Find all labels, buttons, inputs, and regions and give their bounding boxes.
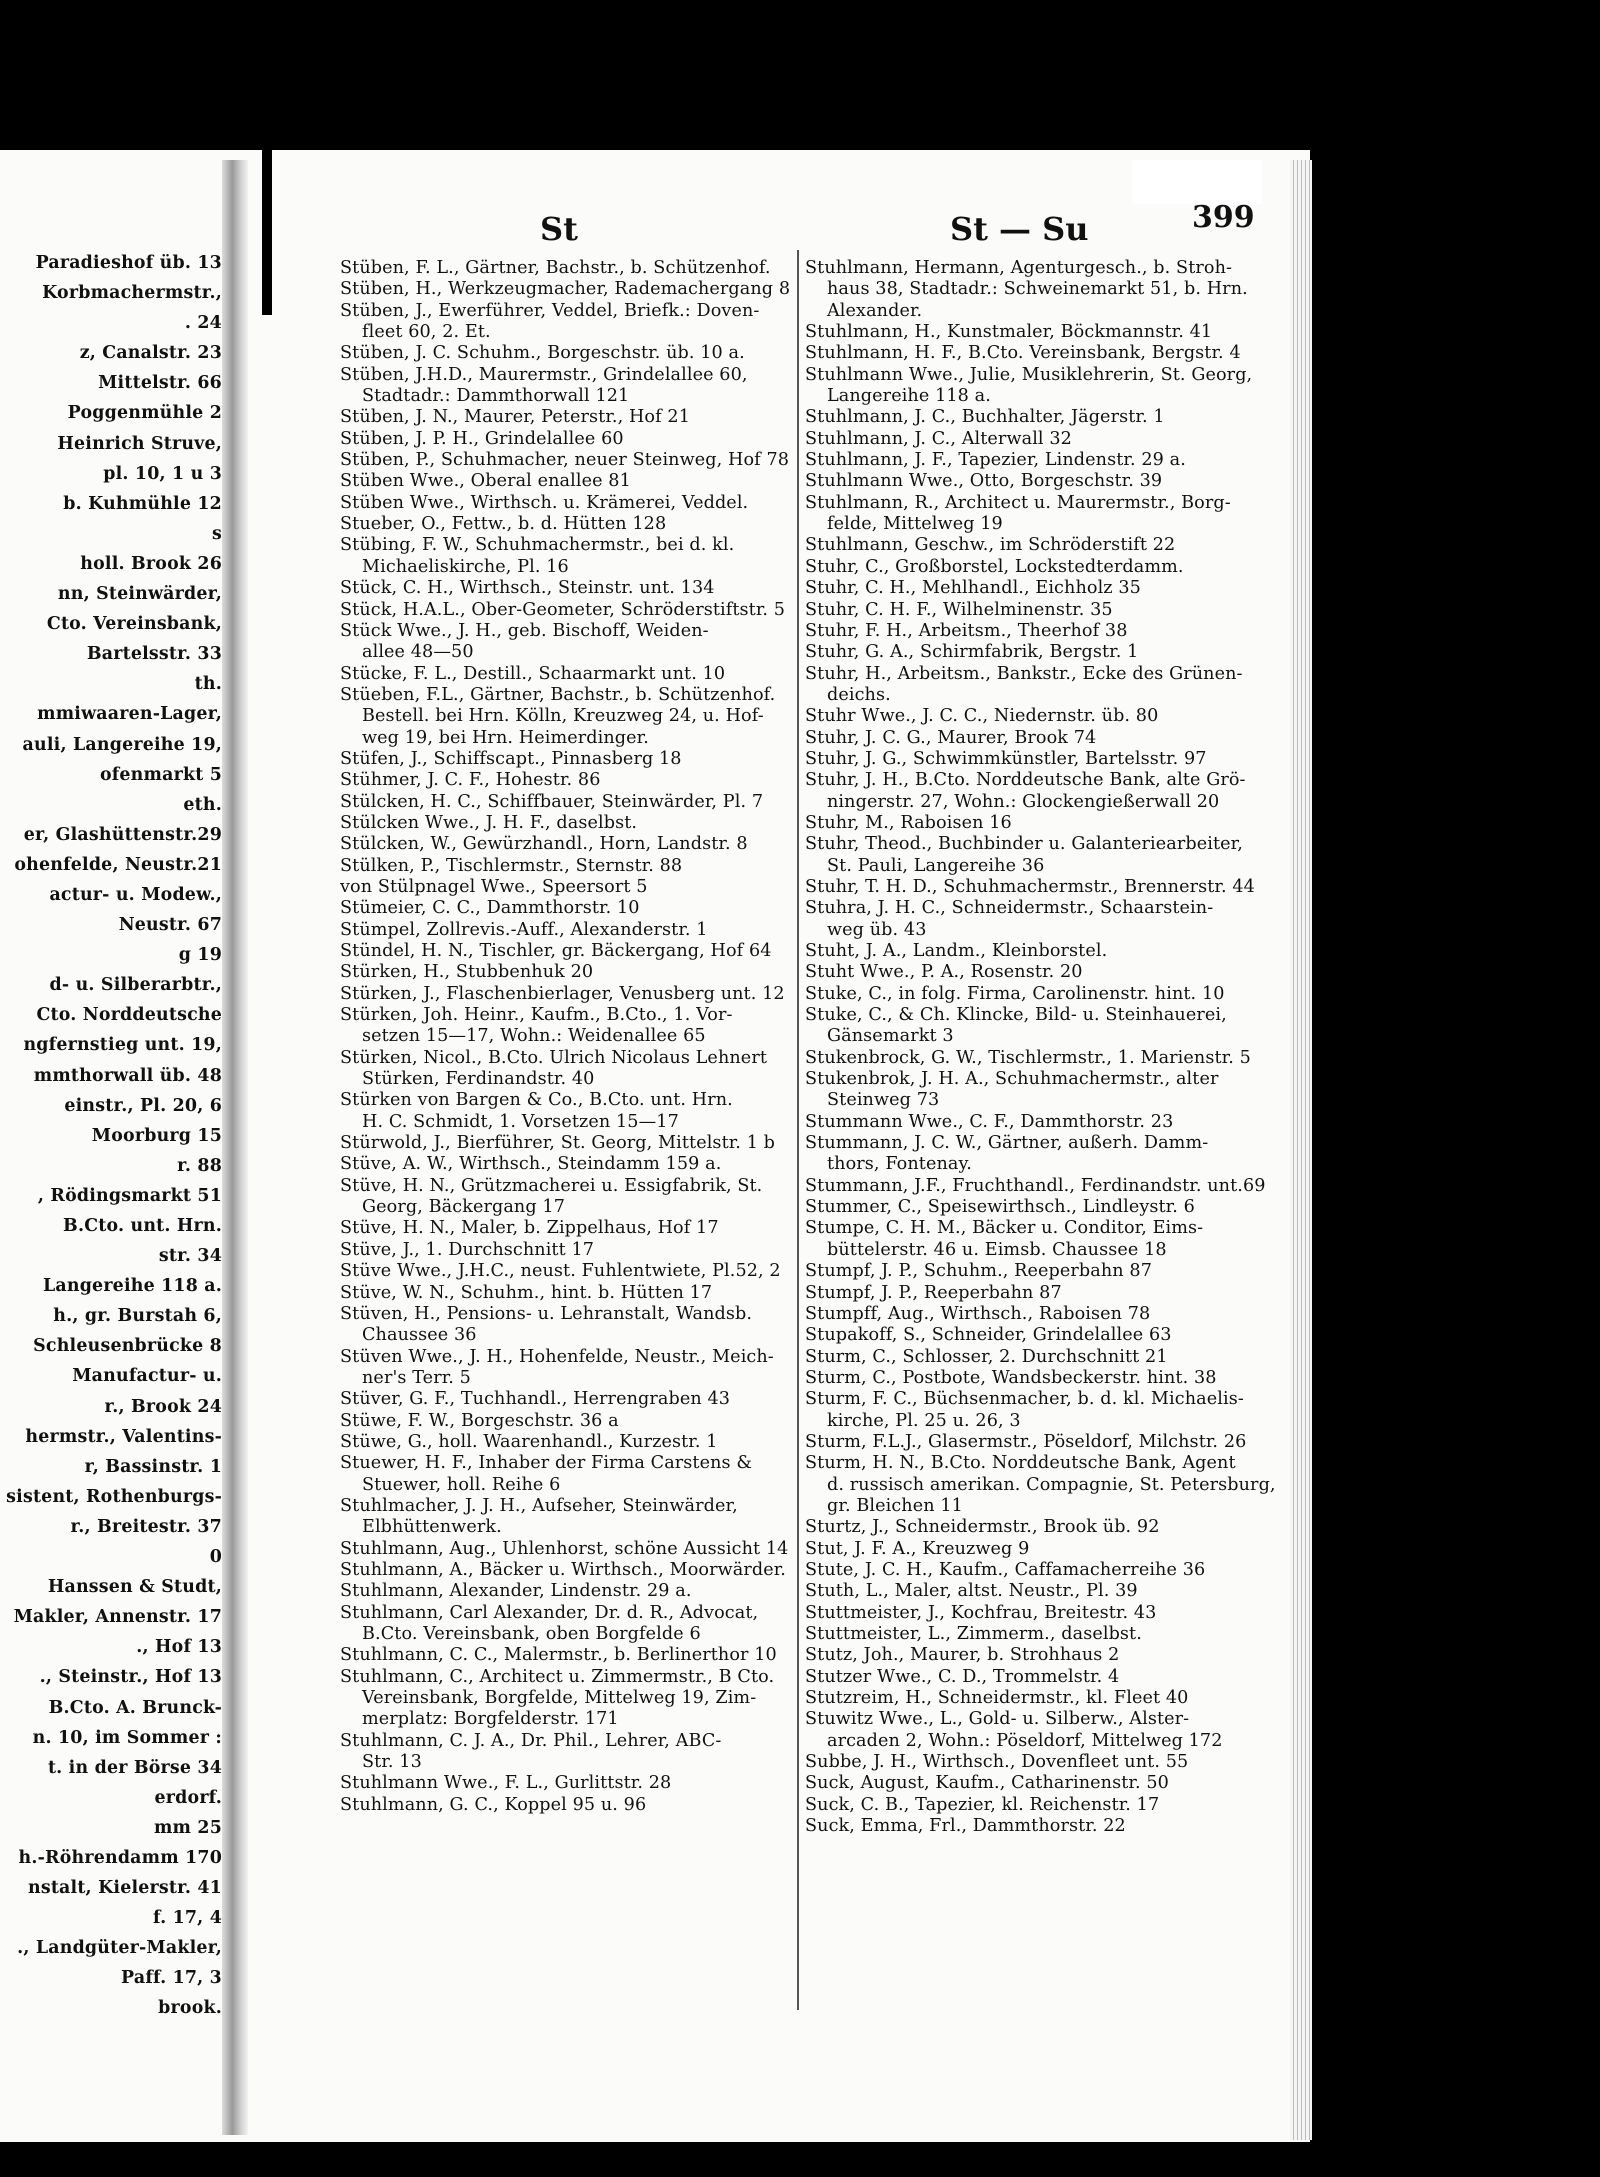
directory-entry-line: Stuhr, J. H., B.Cto. Norddeutsche Bank, alte Grö- <box>805 770 1246 791</box>
left-page-line: er, Glashüttenstr.29 <box>23 824 222 845</box>
left-page-line: mmthorwall üb. 48 <box>33 1065 222 1086</box>
directory-entry-line: Suck, C. B., Tapezier, kl. Reichenstr. 17 <box>805 1794 1160 1815</box>
left-page-line: einstr., Pl. 20, 6 <box>64 1095 222 1116</box>
directory-entry-line: Stüfen, J., Schiffscapt., Pinnasberg 18 <box>340 748 682 769</box>
directory-entry-line: Stuhlmann, C. J. A., Dr. Phil., Lehrer, ABC- <box>340 1730 722 1751</box>
directory-entry-line: Stumpe, C. H. M., Bäcker u. Conditor, Eims- <box>805 1218 1204 1239</box>
left-page-line: mmiwaaren-Lager, <box>37 704 222 725</box>
left-page-line: actur- u. Modew., <box>49 884 222 905</box>
directory-entry-line: Stübing, F. W., Schuhmachermstr., bei d. kl. <box>340 535 735 556</box>
directory-entry-line: Stuttmeister, J., Kochfrau, Breitestr. 43 <box>805 1602 1157 1623</box>
left-page-line: brook. <box>158 1998 222 2019</box>
left-page-line: mm 25 <box>153 1817 222 1838</box>
directory-entry-line: Stuhlmann, J. F., Tapezier, Lindenstr. 29 a. <box>805 450 1186 471</box>
directory-entry-line: Stumpf, J. P., Schuhm., Reeperbahn 87 <box>805 1261 1152 1282</box>
directory-entry-line: allee 48—50 <box>362 642 474 663</box>
directory-entry-line: ningerstr. 27, Wohn.: Glockengießerwall 20 <box>827 791 1220 812</box>
left-page-line: str. 34 <box>158 1246 222 1267</box>
left-page-line: z, Canalstr. 23 <box>79 343 222 364</box>
directory-entry-line: Stüve, A. W., Wirthsch., Steindamm 159 a. <box>340 1154 722 1175</box>
directory-entry-line: weg 19, bei Hrn. Heimerdinger. <box>362 727 649 748</box>
left-page-line: Moorburg 15 <box>91 1125 222 1146</box>
left-page-line: hermstr., Valentins- <box>25 1426 222 1447</box>
directory-entry-line: haus 38, Stadtadr.: Schweinemarkt 51, b. Hrn. <box>827 279 1248 300</box>
directory-entry-line: Stueber, O., Fettw., b. d. Hütten 128 <box>340 514 667 535</box>
directory-entry-line: Stülcken Wwe., J. H. F., daselbst. <box>340 812 638 833</box>
directory-entry-line: Stuhlmann, H., Kunstmaler, Böckmannstr. 41 <box>805 322 1213 343</box>
directory-entry-line: fleet 60, 2. Et. <box>362 322 491 343</box>
left-page-line: f. 17, 4 <box>153 1908 222 1929</box>
directory-entry-line: Stürken von Bargen & Co., B.Cto. unt. Hrn. <box>340 1090 733 1111</box>
directory-entry-line: Sturm, F.L.J., Glasermstr., Pöseldorf, Milchstr. 26 <box>805 1431 1247 1452</box>
directory-entry-line: Stummer, C., Speisewirthsch., Lindleystr. 6 <box>805 1197 1195 1218</box>
left-page-line: ., Steinstr., Hof 13 <box>39 1667 222 1688</box>
directory-entry-line: kirche, Pl. 25 u. 26, 3 <box>827 1410 1021 1431</box>
directory-entry-line: Stuhr, F. H., Arbeitsm., Theerhof 38 <box>805 620 1128 641</box>
directory-entry-line: Stumpf, J. P., Reeperbahn 87 <box>805 1282 1062 1303</box>
left-page-line: 0 <box>209 1547 222 1568</box>
left-page-line: n. 10, im Sommer : <box>32 1727 222 1748</box>
left-page-line: ohenfelde, Neustr.21 <box>14 854 222 875</box>
directory-entry-line: Stuhr, C. H., Mehlhandl., Eichholz 35 <box>805 578 1141 599</box>
directory-entry-line: Langereihe 118 a. <box>827 386 991 407</box>
directory-entry-line: Stuhr, T. H. D., Schuhmachermstr., Brennerstr. 44 <box>805 876 1255 897</box>
directory-entry-line: Georg, Bäckergang 17 <box>362 1197 565 1218</box>
directory-entry-line: ner's Terr. 5 <box>362 1367 471 1388</box>
left-page-line: Makler, Annenstr. 17 <box>13 1607 222 1628</box>
directory-entry-line: Stürken, Ferdinandstr. 40 <box>362 1069 595 1090</box>
left-page-line: erdorf. <box>154 1787 222 1808</box>
directory-entry-line: gr. Bleichen 11 <box>827 1495 963 1516</box>
directory-entry-line: Stüben Wwe., Oberal enallee 81 <box>340 471 631 492</box>
scan-border-right <box>1310 0 1600 2177</box>
header-left: St <box>540 210 578 248</box>
paper-stain <box>1132 160 1262 204</box>
directory-entry-line: Stülcken, W., Gewürzhandl., Horn, Landstr. 8 <box>340 834 748 855</box>
directory-entry-line: weg üb. 43 <box>827 919 927 940</box>
directory-entry-line: thors, Fontenay. <box>827 1154 972 1175</box>
left-page-line: ., Landgüter-Makler, <box>17 1938 222 1959</box>
directory-entry-line: Michaeliskirche, Pl. 16 <box>362 556 569 577</box>
left-page-line: Paff. 17, 3 <box>121 1968 222 1989</box>
left-page-line: b. Kuhmühle 12 <box>63 493 222 514</box>
directory-entry-line: Stüben, J. P. H., Grindelallee 60 <box>340 428 624 449</box>
directory-entry-line: Stupakoff, S., Schneider, Grindelallee 63 <box>805 1325 1172 1346</box>
page-edges <box>1290 160 1312 2140</box>
left-page-line: Paradieshof üb. 13 <box>35 253 222 273</box>
left-page-line: B.Cto. unt. Hrn. <box>63 1216 222 1236</box>
left-page-line: r., Brook 24 <box>104 1396 222 1417</box>
directory-entry-line: Stuhlmann, C., Architect u. Zimmermstr., B Cto. <box>340 1666 775 1687</box>
directory-entry-line: Stuhlmann, Alexander, Lindenstr. 29 a. <box>340 1581 692 1602</box>
directory-entry-line: Stuttmeister, L., Zimmerm., daselbst. <box>805 1624 1142 1644</box>
directory-entry-line: Stuhlmann, J. C., Buchhalter, Jägerstr. 1 <box>805 407 1165 428</box>
left-page-line: r. 88 <box>177 1155 222 1176</box>
directory-entry-line: Stuhlmann Wwe., Julie, Musiklehrerin, St. Georg, <box>805 364 1253 385</box>
book-gutter <box>222 160 248 2135</box>
left-page-line: eth. <box>183 794 222 815</box>
left-page-line: d- u. Silberarbtr., <box>49 975 222 996</box>
directory-entry-line: Stüve, J., 1. Durchschnitt 17 <box>340 1239 595 1260</box>
directory-entry-line: Stuhr, H., Arbeitsm., Bankstr., Ecke des Grünen- <box>805 663 1243 684</box>
directory-entry-line: St. Pauli, Langereihe 36 <box>827 855 1045 876</box>
left-page-fragment <box>0 248 222 2024</box>
directory-entry-line: Stuhlmann, C. C., Malermstr., b. Berlinerthor 10 <box>340 1645 777 1666</box>
directory-entry-line: Stüve, H. N., Maler, b. Zippelhaus, Hof 17 <box>340 1218 719 1239</box>
left-page-line: r., Breitestr. 37 <box>70 1516 222 1537</box>
directory-entry-line: Str. 13 <box>362 1752 422 1773</box>
scan-border-bottom <box>0 2142 1600 2177</box>
left-page-line: h., gr. Burstah 6, <box>53 1306 222 1327</box>
directory-entry-line: Vereinsbank, Borgfelde, Mittelweg 19, Zim- <box>362 1688 757 1709</box>
directory-entry-line: Stüben, P., Schuhmacher, neuer Steinweg, Hof 78 <box>340 450 790 471</box>
directory-entry-line: Stüben, J. C. Schuhm., Borgeschstr. üb. 10 a. <box>340 343 745 364</box>
directory-entry-line: Sturm, C., Postbote, Wandsbeckerstr. hint. 38 <box>805 1367 1217 1388</box>
directory-entry-line: Stüve, H. N., Grützmacherei u. Essigfabrik, St. <box>340 1175 763 1196</box>
directory-entry-line: Stuhlmann Wwe., F. L., Gurlittstr. 28 <box>340 1773 672 1794</box>
left-page-line: Heinrich Struve, <box>57 433 222 454</box>
left-page-line: th. <box>194 674 222 695</box>
left-page-line: sistent, Rothenburgs- <box>6 1486 222 1507</box>
spine-bar <box>262 150 272 315</box>
directory-entry-line: Stuhlmann, R., Architect u. Maurermstr., Borg- <box>805 492 1231 513</box>
directory-entry-line: Sturm, F. C., Büchsenmacher, b. d. kl. Michaelis- <box>805 1389 1244 1410</box>
left-page-line: , Rödingsmarkt 51 <box>37 1185 222 1206</box>
directory-entry-line: Stuhlmann, A., Bäcker u. Wirthsch., Moorwärder. <box>340 1559 786 1580</box>
directory-entry-line: Stummann, J. C. W., Gärtner, außerh. Damm- <box>805 1133 1209 1154</box>
directory-entry-line: Stühmer, J. C. F., Hohestr. 86 <box>340 770 601 791</box>
directory-entry-line: Stuhlmann, J. C., Alterwall 32 <box>805 428 1072 449</box>
directory-entry-line: Stürwold, J., Bierführer, St. Georg, Mittelstr. 1 b <box>340 1133 776 1154</box>
directory-entry-line: Stuht Wwe., P. A., Rosenstr. 20 <box>805 962 1083 983</box>
directory-entry-line: Stut, J. F. A., Kreuzweg 9 <box>805 1538 1030 1559</box>
directory-entry-line: B.Cto. Vereinsbank, oben Borgfelde 6 <box>362 1624 701 1644</box>
directory-entry-line: Stuhr, C., Großborstel, Lockstedterdamm. <box>805 556 1184 577</box>
directory-entry-line: d. russisch amerikan. Compagnie, St. Petersburg, <box>827 1474 1276 1495</box>
directory-entry-line: Stutzreim, H., Schneidermstr., kl. Fleet 40 <box>805 1688 1189 1709</box>
directory-entry-line: Stüben, H., Werkzeugmacher, Rademachergang 8 <box>340 279 791 300</box>
directory-entry-line: Stüve Wwe., J.H.C., neust. Fuhlentwiete, Pl.52, 2 <box>340 1261 781 1282</box>
directory-entry-line: Stürken, Joh. Heinr., Kaufm., B.Cto., 1. Vor- <box>340 1005 733 1026</box>
directory-entry-line: Stürken, J., Flaschenbierlager, Venusberg unt. 12 <box>340 983 785 1004</box>
left-page-line: Hanssen & Studt, <box>47 1577 222 1598</box>
middle-column <box>340 258 796 1816</box>
directory-entry-line: Stuhlmann, Geschw., im Schröderstift 22 <box>805 535 1176 556</box>
left-page-line: holl. Brook 26 <box>80 553 222 574</box>
left-page-line: Korbmachermstr., <box>42 283 222 304</box>
directory-entry-line: Stülcken, H. C., Schiffbauer, Steinwärder, Pl. 7 <box>340 791 764 812</box>
directory-entry-line: Stuhr, C. H. F., Wilhelminenstr. 35 <box>805 599 1113 620</box>
directory-entry-line: Stuewer, holl. Reihe 6 <box>362 1474 561 1495</box>
directory-entry-line: Steinweg 73 <box>827 1090 940 1111</box>
directory-entry-line: Stück Wwe., J. H., geb. Bischoff, Weiden- <box>340 620 709 641</box>
directory-entry-line: Stuhlmacher, J. J. H., Aufseher, Steinwärder, <box>340 1495 738 1516</box>
directory-entry-line: Stüeben, F.L., Gärtner, Bachstr., b. Schützenhof. <box>340 684 776 705</box>
left-page-line: Mittelstr. 66 <box>98 373 222 394</box>
directory-entry-line: Stüven, H., Pensions- u. Lehranstalt, Wandsb. <box>340 1303 753 1324</box>
directory-entry-line: arcaden 2, Wohn.: Pöseldorf, Mittelweg 172 <box>827 1730 1223 1751</box>
directory-entry-line: Stuhlmann, Aug., Uhlenhorst, schöne Aussicht 14 <box>340 1538 789 1559</box>
directory-entry-line: Stumpff, Aug., Wirthsch., Raboisen 78 <box>805 1303 1151 1324</box>
left-page-line: Bartelsstr. 33 <box>86 644 222 665</box>
left-page-line: auli, Langereihe 19, <box>22 734 222 755</box>
directory-entry-line: Stuke, C., in folg. Firma, Carolinenstr. hint. 10 <box>805 983 1225 1004</box>
directory-entry-line: Stuhr Wwe., J. C. C., Niedernstr. üb. 80 <box>805 706 1159 727</box>
directory-entry-line: Subbe, J. H., Wirthsch., Dovenfleet unt. 55 <box>805 1752 1189 1773</box>
left-page-line: Poggenmühle 2 <box>67 403 222 424</box>
directory-entry-line: Stürken, H., Stubbenhuk 20 <box>340 962 594 983</box>
directory-entry-line: Stürken, Nicol., B.Cto. Ulrich Nicolaus Lehnert <box>340 1047 768 1068</box>
left-page-line: r, Bassinstr. 1 <box>84 1456 222 1477</box>
directory-entry-line: büttelerstr. 46 u. Eimsb. Chaussee 18 <box>827 1239 1167 1260</box>
directory-entry-line: Stüwe, G., holl. Waarenhandl., Kurzestr. 1 <box>340 1431 718 1452</box>
directory-entry-line: Stuht, J. A., Landm., Kleinborstel. <box>805 941 1108 961</box>
directory-entry-line: Stuhlmann, Hermann, Agenturgesch., b. Stroh- <box>805 258 1233 278</box>
directory-entry-line: Elbhüttenwerk. <box>362 1517 502 1538</box>
left-page-line: nn, Steinwärder, <box>57 584 222 605</box>
left-page-line: Neustr. 67 <box>118 915 222 936</box>
directory-entry-line: Stuth, L., Maler, altst. Neustr., Pl. 39 <box>805 1581 1138 1602</box>
left-page-line: Cto. Norddeutsche <box>36 1005 222 1026</box>
left-page-line: nstalt, Kielerstr. 41 <box>27 1878 222 1899</box>
left-page-line: g 19 <box>178 945 222 966</box>
left-page-line: ngfernstieg unt. 19, <box>23 1035 222 1056</box>
directory-entry-line: Stuhlmann, G. C., Koppel 95 u. 96 <box>340 1794 647 1815</box>
directory-entry-line: Stündel, H. N., Tischler, gr. Bäckergang, Hof 64 <box>340 941 772 961</box>
left-page-line: ., Hof 13 <box>136 1637 222 1658</box>
directory-entry-line: Stummann Wwe., C. F., Dammthorstr. 23 <box>805 1111 1174 1132</box>
right-column <box>805 258 1285 1837</box>
directory-entry-line: Stücke, F. L., Destill., Schaarmarkt unt. 10 <box>340 663 726 684</box>
directory-entry-line: Stuhr, J. G., Schwimmkünstler, Bartelsstr. 97 <box>805 748 1207 769</box>
directory-entry-line: Stuhra, J. H. C., Schneidermstr., Schaarstein- <box>805 898 1214 919</box>
left-page-line: h.-Röhrendamm 170 <box>18 1847 222 1868</box>
directory-entry-line: Stuhr, J. C. G., Maurer, Brook 74 <box>805 727 1097 748</box>
directory-entry-line: Stück, C. H., Wirthsch., Steinstr. unt. 134 <box>340 578 715 599</box>
left-page-line: t. in der Börse 34 <box>47 1757 222 1778</box>
directory-entry-line: Stuhr, G. A., Schirmfabrik, Bergstr. 1 <box>805 642 1139 663</box>
directory-entry-line: Stuhlmann, Carl Alexander, Dr. d. R., Advocat, <box>340 1602 759 1623</box>
directory-entry-line: felde, Mittelweg 19 <box>827 514 1003 535</box>
directory-entry-line: Chaussee 36 <box>362 1325 477 1346</box>
directory-entry-line: Stüwe, F. W., Borgeschstr. 36 a <box>340 1410 619 1431</box>
directory-entry-line: Stutzer Wwe., C. D., Trommelstr. 4 <box>805 1666 1120 1687</box>
directory-entry-line: Gänsemarkt 3 <box>827 1026 954 1047</box>
directory-entry-line: Stümpel, Zollrevis.-Auff., Alexanderstr. 1 <box>340 919 708 940</box>
directory-entry-line: Stuke, C., & Ch. Klincke, Bild- u. Steinhauerei, <box>805 1005 1227 1026</box>
directory-entry-line: Stute, J. C. H., Kaufm., Caffamacherreihe 36 <box>805 1559 1206 1580</box>
directory-entry-line: Stüve, W. N., Schuhm., hint. b. Hütten 17 <box>340 1282 713 1303</box>
directory-entry-line: Sturm, C., Schlosser, 2. Durchschnitt 21 <box>805 1346 1168 1367</box>
left-page-line: Schleusenbrücke 8 <box>33 1336 222 1357</box>
directory-entry-line: Stutz, Joh., Maurer, b. Strohhaus 2 <box>805 1645 1120 1666</box>
directory-entry-line: Stuhr, Theod., Buchbinder u. Galanteriearbeiter, <box>805 834 1243 855</box>
directory-entry-line: Stadtadr.: Dammthorwall 121 <box>362 386 630 407</box>
directory-entry-line: Stuhlmann, H. F., B.Cto. Vereinsbank, Bergstr. 4 <box>805 343 1241 364</box>
left-page-line: s <box>212 523 222 544</box>
directory-entry-line: Stüven Wwe., J. H., Hohenfelde, Neustr., Meich- <box>340 1346 774 1367</box>
directory-entry-line: Stüver, G. F., Tuchhandl., Herrengraben 43 <box>340 1389 731 1410</box>
directory-entry-line: Stüben, J.H.D., Maurermstr., Grindelallee 60, <box>340 364 748 385</box>
directory-entry-line: Stümeier, C. C., Dammthorstr. 10 <box>340 898 640 919</box>
header-right: St — Su <box>950 210 1089 248</box>
directory-entry-line: Bestell. bei Hrn. Kölln, Kreuzweg 24, u. Hof- <box>362 706 764 727</box>
directory-entry-line: von Stülpnagel Wwe., Speersort 5 <box>340 876 648 897</box>
directory-entry-line: setzen 15—17, Wohn.: Weidenallee 65 <box>362 1026 706 1047</box>
column-rule <box>797 250 799 2010</box>
directory-entry-line: Stülken, P., Tischlermstr., Sternstr. 88 <box>340 855 683 876</box>
directory-entry-line: Stuhr, M., Raboisen 16 <box>805 812 1012 833</box>
directory-entry-line: Stück, H.A.L., Ober-Geometer, Schröderstiftstr. 5 <box>340 599 786 620</box>
directory-entry-line: Stüben Wwe., Wirthsch. u. Krämerei, Veddel. <box>340 492 749 513</box>
page-number: 399 <box>1192 200 1255 235</box>
directory-entry-line: Stüben, F. L., Gärtner, Bachstr., b. Schützenhof. <box>340 258 771 278</box>
left-page-line: Manufactur- u. <box>72 1366 222 1387</box>
directory-entry-line: Stuhlmann Wwe., Otto, Borgeschstr. 39 <box>805 471 1163 492</box>
directory-entry-line: deichs. <box>827 684 891 705</box>
left-page-line: Langereihe 118 a. <box>42 1276 222 1297</box>
directory-entry-line: Stukenbrok, J. H. A., Schuhmachermstr., alter <box>805 1069 1219 1090</box>
directory-entry-line: Sturtz, J., Schneidermstr., Brook üb. 92 <box>805 1517 1160 1538</box>
directory-entry-line: merplatz: Borgfelderstr. 171 <box>362 1709 619 1730</box>
left-page-line: pl. 10, 1 u 3 <box>103 463 222 484</box>
directory-entry-line: Suck, Emma, Frl., Dammthorstr. 22 <box>805 1816 1126 1837</box>
left-page-line: Cto. Vereinsbank, <box>46 614 222 635</box>
directory-entry-line: H. C. Schmidt, 1. Vorsetzen 15—17 <box>362 1111 679 1132</box>
left-page-line: . 24 <box>184 313 222 334</box>
left-page-line: B.Cto. A. Brunck- <box>48 1697 222 1718</box>
directory-entry-line: Sturm, H. N., B.Cto. Norddeutsche Bank, Agent <box>805 1453 1236 1474</box>
directory-entry-line: Stüben, J., Ewerführer, Veddel, Briefk.: Doven- <box>340 300 760 321</box>
directory-entry-line: Stuwitz Wwe., L., Gold- u. Silberw., Alster- <box>805 1709 1190 1730</box>
directory-entry-line: Stukenbrock, G. W., Tischlermstr., 1. Marienstr. 5 <box>805 1047 1251 1068</box>
directory-entry-line: Alexander. <box>827 300 923 321</box>
directory-entry-line: Stuewer, H. F., Inhaber der Firma Carstens & <box>340 1453 753 1474</box>
left-page-line: ofenmarkt 5 <box>99 764 222 785</box>
directory-entry-line: Suck, August, Kaufm., Catharinenstr. 50 <box>805 1773 1169 1794</box>
directory-entry-line: Stüben, J. N., Maurer, Peterstr., Hof 21 <box>340 407 691 428</box>
directory-entry-line: Stummann, J.F., Fruchthandl., Ferdinandstr. unt.69 <box>805 1175 1266 1196</box>
